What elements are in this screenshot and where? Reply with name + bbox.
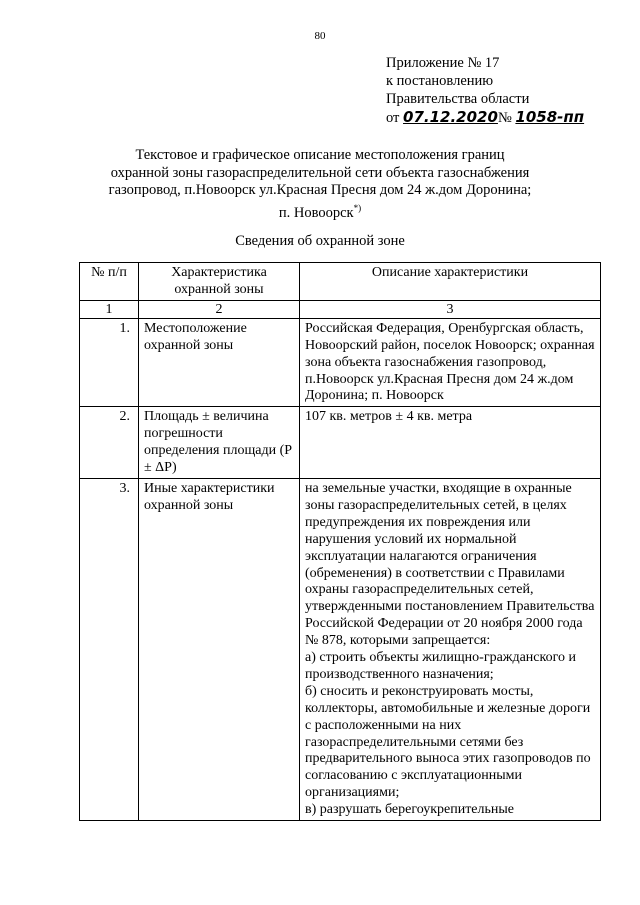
handwritten-date: 07.12.2020 [403, 108, 498, 126]
row-characteristic: Местоположение охранной зоны [139, 318, 300, 407]
number-sign: № [497, 110, 512, 126]
protection-zone-table [79, 262, 601, 821]
title-line-1: Текстовое и графическое описание местоположения границ [135, 147, 505, 163]
index-cell-3: 3 [300, 300, 601, 318]
appendix-line-1: Приложение № 17 [386, 55, 500, 71]
index-cell-2: 2 [139, 300, 300, 318]
handwritten-number: 1058-пп [515, 108, 585, 126]
table-header-row [80, 263, 601, 301]
row-description: на земельные участки, входящие в охранные зоны газораспределительных сетей, в целях предупреждения их повреждения или нарушения условий их нормальной эксплуатации налагаются ограничения (обременения) в соответствии с Правилами охраны газораспределительных сетей, утвержденными постановлением Правительства Российской Федерации от 20 ноября 2000 года № 878, которыми запрещается: [305, 480, 595, 649]
document-title [0, 147, 640, 222]
table-row [80, 318, 601, 407]
restriction-item-a: а) строить объекты жилищно-гражданского и производственного назначения; [305, 650, 576, 682]
appendix-block [386, 54, 584, 127]
row-number: 1. [80, 318, 139, 407]
section-heading: Сведения об охранной зоне [235, 233, 405, 249]
restriction-item-b: б) сносить и реконструировать мосты, коллекторы, автомобильные и железные дороги с расположенными на них газораспределительными сетями без предварительного выноса этих газопроводов по согласованию с эксплуатационными организациями; [305, 683, 591, 801]
footnote-mark: *) [353, 202, 362, 213]
row-description: 107 кв. метров ± 4 кв. метра [300, 407, 601, 479]
page-number: 80 [314, 30, 326, 42]
table-index-row [80, 300, 601, 318]
restriction-item-c: в) разрушать берегоукрепительные [305, 802, 515, 818]
appendix-line-3: Правительства области [386, 91, 530, 107]
row-number: 3. [80, 478, 139, 820]
index-cell-1: 1 [80, 300, 139, 318]
row-description-cell [300, 478, 601, 820]
table-row [80, 478, 601, 820]
date-prefix: от [386, 110, 400, 126]
row-characteristic: Площадь ± величина погрешности определения площади (P ± ΔP) [139, 407, 300, 479]
appendix-date-line [386, 108, 584, 127]
header-num: № п/п [80, 263, 139, 301]
row-description: Российская Федерация, Оренбургская область, Новоорский район, поселок Новоорск; охранная зона объекта газоснабжения газопровод, п.Новоорск ул.Красная Пресня дом 24 ж.дом Доронина; п. Новоорск [300, 318, 601, 407]
title-line-4-wrap [0, 200, 640, 222]
row-number: 2. [80, 407, 139, 479]
table-row [80, 407, 601, 479]
title-line-4: п. Новоорск [278, 204, 354, 221]
header-characteristic: Характеристика охранной зоны [139, 263, 300, 301]
title-line-3: газопровод, п.Новоорск ул.Красная Пресня дом 24 ж.дом Доронина; [108, 182, 532, 198]
appendix-line-2: к постановлению [386, 73, 494, 89]
header-description: Описание характеристики [300, 263, 601, 301]
row-characteristic: Иные характеристики охранной зоны [139, 478, 300, 820]
title-line-2: охранной зоны газораспределительной сети объекта газоснабжения [110, 164, 530, 181]
